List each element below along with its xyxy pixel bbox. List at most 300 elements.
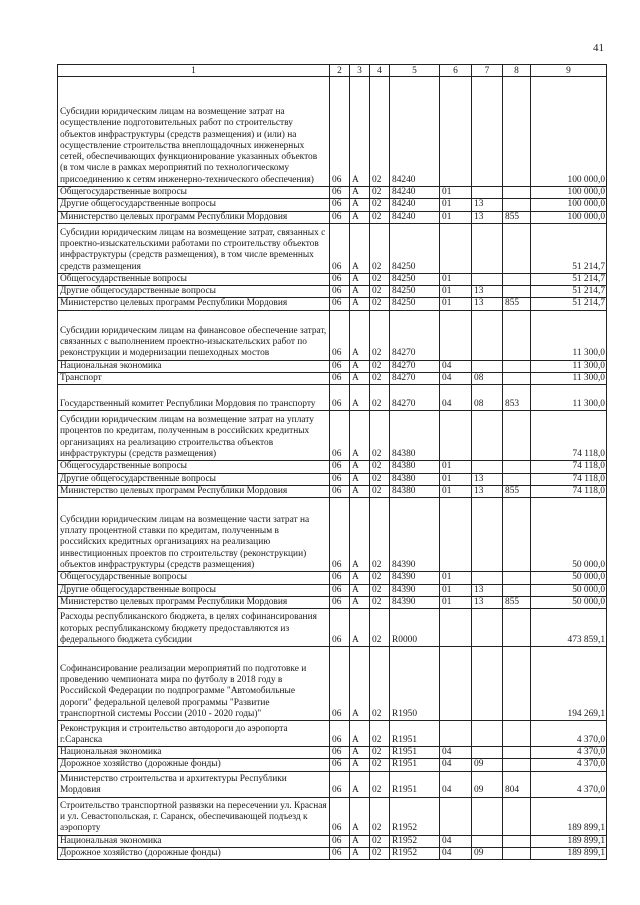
agency-code-cell (503, 187, 531, 199)
subsection-cell (472, 647, 503, 721)
program-letter-cell: А (350, 797, 370, 835)
agency-code-cell (503, 273, 531, 285)
table-row (58, 187, 607, 199)
subprogram-code-cell: 02 (370, 310, 390, 360)
agency-code-cell (503, 360, 531, 372)
table-row (58, 647, 607, 721)
agency-code-cell: 855 (503, 596, 531, 608)
subsection-cell (472, 572, 503, 584)
table-row (58, 835, 607, 847)
table-row (58, 286, 607, 298)
amount-cell: 11 300,0 (531, 360, 607, 372)
amount-cell: 74 118,0 (531, 411, 607, 461)
amount-cell: 11 300,0 (531, 310, 607, 360)
program-letter-cell: А (350, 199, 370, 211)
expense-name-cell: Общегосударственные вопросы (58, 187, 330, 199)
section-code-cell: 06 (330, 609, 350, 647)
section-cell: 04 (440, 360, 472, 372)
table-row (58, 848, 607, 860)
program-letter-cell: А (350, 211, 370, 223)
section-cell: 04 (440, 771, 472, 797)
program-letter-cell: А (350, 747, 370, 759)
subsection-cell (472, 273, 503, 285)
section-code-cell: 06 (330, 77, 350, 187)
program-letter-cell: А (350, 385, 370, 411)
subprogram-code-cell: 02 (370, 360, 390, 372)
program-letter-cell: А (350, 286, 370, 298)
subsection-cell: 13 (472, 199, 503, 211)
section-cell: 01 (440, 286, 472, 298)
section-cell: 04 (440, 835, 472, 847)
table-row (58, 298, 607, 310)
subprogram-code-cell: 02 (370, 721, 390, 747)
target-article-cell: 84380 (390, 411, 440, 461)
subprogram-code-cell: 02 (370, 373, 390, 385)
expense-name-cell: Министерство строительства и архитектуры Республики Мордовия (58, 771, 330, 797)
section-code-cell: 06 (330, 747, 350, 759)
target-article-cell: 84380 (390, 485, 440, 497)
section-cell: 01 (440, 473, 472, 485)
program-letter-cell: А (350, 473, 370, 485)
agency-code-cell (503, 848, 531, 860)
section-cell (440, 411, 472, 461)
program-letter-cell: А (350, 721, 370, 747)
target-article-cell: 84380 (390, 473, 440, 485)
section-cell: 01 (440, 273, 472, 285)
table-body (58, 77, 607, 860)
subsection-cell: 13 (472, 596, 503, 608)
subprogram-code-cell: 02 (370, 411, 390, 461)
amount-cell: 100 000,0 (531, 211, 607, 223)
section-cell (440, 797, 472, 835)
amount-cell: 74 118,0 (531, 473, 607, 485)
expense-name-cell: Транспорт (58, 373, 330, 385)
section-cell (440, 721, 472, 747)
expense-name-cell: Национальная экономика (58, 360, 330, 372)
table-row (58, 596, 607, 608)
expense-name-cell: Субсидии юридическим лицам на возмещение затрат на уплату процентов по кредитам, полученным в российских кредитных организациях на реализацию строительства объектов инфраструктуры (средств размещения) (58, 411, 330, 461)
target-article-cell: R1952 (390, 835, 440, 847)
section-cell: 04 (440, 385, 472, 411)
program-letter-cell: А (350, 461, 370, 473)
amount-cell: 4 370,0 (531, 771, 607, 797)
section-cell: 04 (440, 747, 472, 759)
target-article-cell: 84390 (390, 572, 440, 584)
amount-cell: 473 859,1 (531, 609, 607, 647)
subsection-cell (472, 360, 503, 372)
table-row (58, 273, 607, 285)
subprogram-code-cell: 02 (370, 835, 390, 847)
expense-name-cell: Дорожное хозяйство (дорожные фонды) (58, 848, 330, 860)
table-row (58, 498, 607, 572)
amount-cell: 194 269,1 (531, 647, 607, 721)
table-row (58, 485, 607, 497)
section-cell: 01 (440, 584, 472, 596)
section-code-cell: 06 (330, 411, 350, 461)
target-article-cell: 84250 (390, 223, 440, 273)
subsection-cell: 13 (472, 485, 503, 497)
section-cell (440, 310, 472, 360)
amount-cell: 51 214,7 (531, 223, 607, 273)
subprogram-code-cell: 02 (370, 223, 390, 273)
amount-cell: 11 300,0 (531, 385, 607, 411)
section-cell: 01 (440, 485, 472, 497)
expense-name-cell: Другие общегосударственные вопросы (58, 199, 330, 211)
agency-code-cell (503, 835, 531, 847)
agency-code-cell (503, 373, 531, 385)
subsection-cell (472, 835, 503, 847)
subprogram-code-cell: 02 (370, 485, 390, 497)
program-letter-cell: А (350, 77, 370, 187)
subsection-cell: 13 (472, 584, 503, 596)
table-row (58, 223, 607, 273)
expense-name-cell: Субсидии юридическим лицам на финансовое обеспечение затрат, связанных с выполнением проектно-изыскательских работ по реконструкции и модернизации пешеходных мостов (58, 310, 330, 360)
target-article-cell: 84380 (390, 461, 440, 473)
program-letter-cell: А (350, 596, 370, 608)
subsection-cell: 08 (472, 373, 503, 385)
section-code-cell: 06 (330, 498, 350, 572)
section-cell: 01 (440, 199, 472, 211)
subprogram-code-cell: 02 (370, 473, 390, 485)
section-cell (440, 647, 472, 721)
subprogram-code-cell: 02 (370, 771, 390, 797)
subprogram-code-cell: 02 (370, 609, 390, 647)
section-code-cell: 06 (330, 848, 350, 860)
section-cell: 04 (440, 848, 472, 860)
agency-code-cell (503, 77, 531, 187)
amount-cell: 189 899,1 (531, 797, 607, 835)
table-row (58, 797, 607, 835)
table-row (58, 747, 607, 759)
column-header: 1 (58, 65, 330, 77)
amount-cell: 4 370,0 (531, 759, 607, 771)
subprogram-code-cell: 02 (370, 498, 390, 572)
expense-name-cell: Другие общегосударственные вопросы (58, 473, 330, 485)
section-cell (440, 609, 472, 647)
section-cell: 01 (440, 211, 472, 223)
target-article-cell: 84270 (390, 310, 440, 360)
section-code-cell: 06 (330, 360, 350, 372)
expense-name-cell: Министерство целевых программ Республики Мордовия (58, 485, 330, 497)
column-header: 6 (440, 65, 472, 77)
section-code-cell: 06 (330, 273, 350, 285)
section-cell (440, 223, 472, 273)
target-article-cell: R1951 (390, 771, 440, 797)
section-code-cell: 06 (330, 771, 350, 797)
subprogram-code-cell: 02 (370, 647, 390, 721)
table-row (58, 360, 607, 372)
section-code-cell: 06 (330, 187, 350, 199)
subprogram-code-cell: 02 (370, 797, 390, 835)
agency-code-cell (503, 310, 531, 360)
section-code-cell: 06 (330, 647, 350, 721)
table-row (58, 609, 607, 647)
program-letter-cell: А (350, 373, 370, 385)
expense-name-cell: Другие общегосударственные вопросы (58, 286, 330, 298)
target-article-cell: 84270 (390, 360, 440, 372)
page-number: 41 (593, 42, 604, 54)
expense-name-cell: Реконструкция и строительство автодороги до аэропорта г.Саранска (58, 721, 330, 747)
target-article-cell: 84250 (390, 273, 440, 285)
amount-cell: 74 118,0 (531, 485, 607, 497)
amount-cell: 51 214,7 (531, 298, 607, 310)
column-header: 4 (370, 65, 390, 77)
expense-name-cell: Министерство целевых программ Республики Мордовия (58, 596, 330, 608)
subsection-cell: 09 (472, 759, 503, 771)
section-code-cell: 06 (330, 596, 350, 608)
agency-code-cell (503, 584, 531, 596)
section-code-cell: 06 (330, 199, 350, 211)
amount-cell: 50 000,0 (531, 498, 607, 572)
expense-name-cell: Общегосударственные вопросы (58, 273, 330, 285)
target-article-cell: R1951 (390, 759, 440, 771)
agency-code-cell (503, 473, 531, 485)
column-header: 7 (472, 65, 503, 77)
table-row (58, 199, 607, 211)
program-letter-cell: А (350, 310, 370, 360)
expense-name-cell: Государственный комитет Республики Мордовия по транспорту (58, 385, 330, 411)
subprogram-code-cell: 02 (370, 584, 390, 596)
expense-name-cell: Субсидии юридическим лицам на возмещение затрат на осуществление подготовительных работ по строительству объектов инфраструктуры (средств размещения) и (или) на осуществление строительства внеплощадочных инженерных сетей, обеспечивающих функционирование указанных объектов (в том числе в рамках мероприятий по технологическому присоединению к сетям инженерно-технического обеспечения) (58, 77, 330, 187)
section-cell: 01 (440, 572, 472, 584)
agency-code-cell (503, 286, 531, 298)
subprogram-code-cell: 02 (370, 187, 390, 199)
target-article-cell: 84390 (390, 596, 440, 608)
expense-name-cell: Субсидии юридическим лицам на возмещение части затрат на уплату процентной ставки по кредитам, полученным в российских кредитных организациях на реализацию инвестиционных проектов по строительству (реконструкции) объектов инфраструктуры (средств размещения) (58, 498, 330, 572)
program-letter-cell: А (350, 485, 370, 497)
expense-name-cell: Дорожное хозяйство (дорожные фонды) (58, 759, 330, 771)
table-row (58, 721, 607, 747)
target-article-cell: 84270 (390, 373, 440, 385)
section-cell (440, 77, 472, 187)
program-letter-cell: А (350, 759, 370, 771)
table-row (58, 385, 607, 411)
program-letter-cell: А (350, 411, 370, 461)
subprogram-code-cell: 02 (370, 286, 390, 298)
subprogram-code-cell: 02 (370, 848, 390, 860)
agency-code-cell (503, 797, 531, 835)
program-letter-cell: А (350, 848, 370, 860)
budget-table-container (57, 64, 606, 860)
target-article-cell: 84240 (390, 211, 440, 223)
subsection-cell (472, 411, 503, 461)
program-letter-cell: А (350, 223, 370, 273)
section-cell: 01 (440, 187, 472, 199)
subsection-cell (472, 461, 503, 473)
subsection-cell (472, 747, 503, 759)
subsection-cell: 08 (472, 385, 503, 411)
section-code-cell: 06 (330, 373, 350, 385)
section-cell: 04 (440, 373, 472, 385)
subsection-cell (472, 797, 503, 835)
program-letter-cell: А (350, 647, 370, 721)
amount-cell: 50 000,0 (531, 584, 607, 596)
subprogram-code-cell: 02 (370, 273, 390, 285)
column-header: 5 (390, 65, 440, 77)
agency-code-cell: 855 (503, 298, 531, 310)
target-article-cell: R1952 (390, 848, 440, 860)
subprogram-code-cell: 02 (370, 747, 390, 759)
expense-name-cell: Общегосударственные вопросы (58, 461, 330, 473)
expense-name-cell: Строительство транспортной развязки на пересечении ул. Красная и ул. Севастопольская, г. Саранск, обеспечивающей подъезд к аэропорту (58, 797, 330, 835)
table-row (58, 411, 607, 461)
agency-code-cell (503, 223, 531, 273)
table-row (58, 572, 607, 584)
agency-code-cell (503, 572, 531, 584)
target-article-cell: 84250 (390, 298, 440, 310)
agency-code-cell (503, 647, 531, 721)
expense-name-cell: Национальная экономика (58, 747, 330, 759)
expense-name-cell: Министерство целевых программ Республики Мордовия (58, 298, 330, 310)
budget-table (57, 64, 607, 860)
amount-cell: 189 899,1 (531, 835, 607, 847)
expense-name-cell: Общегосударственные вопросы (58, 572, 330, 584)
target-article-cell: R1952 (390, 797, 440, 835)
section-code-cell: 06 (330, 485, 350, 497)
subsection-cell (472, 223, 503, 273)
table-row (58, 584, 607, 596)
column-header: 3 (350, 65, 370, 77)
program-letter-cell: А (350, 572, 370, 584)
subprogram-code-cell: 02 (370, 759, 390, 771)
section-code-cell: 06 (330, 211, 350, 223)
section-code-cell: 06 (330, 223, 350, 273)
program-letter-cell: А (350, 498, 370, 572)
section-code-cell: 06 (330, 385, 350, 411)
subprogram-code-cell: 02 (370, 572, 390, 584)
target-article-cell: 84390 (390, 584, 440, 596)
section-code-cell: 06 (330, 759, 350, 771)
subprogram-code-cell: 02 (370, 298, 390, 310)
section-code-cell: 06 (330, 797, 350, 835)
table-header-row (58, 65, 607, 77)
target-article-cell: R1950 (390, 647, 440, 721)
subprogram-code-cell: 02 (370, 211, 390, 223)
subsection-cell (472, 77, 503, 187)
section-code-cell: 06 (330, 461, 350, 473)
subprogram-code-cell: 02 (370, 199, 390, 211)
subsection-cell: 13 (472, 298, 503, 310)
target-article-cell: 84250 (390, 286, 440, 298)
subsection-cell (472, 498, 503, 572)
column-header: 8 (503, 65, 531, 77)
expense-name-cell: Софинансирование реализации мероприятий по подготовке и проведению чемпионата мира по футболу в 2018 году в Российской Федерации по подпрограмме "Автомобильные дороги" федеральной целевой программы "Развитие транспортной системы России (2010 - 2020 годы)" (58, 647, 330, 721)
program-letter-cell: А (350, 835, 370, 847)
agency-code-cell (503, 199, 531, 211)
agency-code-cell (503, 411, 531, 461)
amount-cell: 51 214,7 (531, 273, 607, 285)
agency-code-cell (503, 609, 531, 647)
table-row (58, 473, 607, 485)
section-cell: 01 (440, 298, 472, 310)
target-article-cell: 84240 (390, 199, 440, 211)
amount-cell: 100 000,0 (531, 187, 607, 199)
subsection-cell: 09 (472, 771, 503, 797)
expense-name-cell: Расходы республиканского бюджета, в целях софинансирования которых республиканскому бюджету предоставляются из федерального бюджета субсидии (58, 609, 330, 647)
section-code-cell: 06 (330, 310, 350, 360)
program-letter-cell: А (350, 609, 370, 647)
target-article-cell: 84270 (390, 385, 440, 411)
table-row (58, 310, 607, 360)
amount-cell: 100 000,0 (531, 199, 607, 211)
subsection-cell (472, 310, 503, 360)
section-cell: 01 (440, 596, 472, 608)
amount-cell: 4 370,0 (531, 747, 607, 759)
agency-code-cell: 855 (503, 211, 531, 223)
subsection-cell: 13 (472, 286, 503, 298)
amount-cell: 50 000,0 (531, 596, 607, 608)
program-letter-cell: А (350, 298, 370, 310)
program-letter-cell: А (350, 360, 370, 372)
subsection-cell (472, 721, 503, 747)
table-row (58, 211, 607, 223)
expense-name-cell: Субсидии юридическим лицам на возмещение затрат, связанных с проектно-изыскательскими работами по строительству объектов инфраструктуры (средств размещения), в том числе временных средств размещения (58, 223, 330, 273)
section-code-cell: 06 (330, 572, 350, 584)
subsection-cell: 13 (472, 473, 503, 485)
subsection-cell: 13 (472, 211, 503, 223)
subprogram-code-cell: 02 (370, 77, 390, 187)
section-cell (440, 498, 472, 572)
table-row (58, 771, 607, 797)
expense-name-cell: Другие общегосударственные вопросы (58, 584, 330, 596)
section-cell: 04 (440, 759, 472, 771)
agency-code-cell (503, 759, 531, 771)
amount-cell: 11 300,0 (531, 373, 607, 385)
target-article-cell: R0000 (390, 609, 440, 647)
subsection-cell (472, 609, 503, 647)
expense-name-cell: Министерство целевых программ Республики Мордовия (58, 211, 330, 223)
target-article-cell: 84240 (390, 77, 440, 187)
table-row (58, 77, 607, 187)
expense-name-cell: Национальная экономика (58, 835, 330, 847)
target-article-cell: R1951 (390, 721, 440, 747)
table-row (58, 759, 607, 771)
amount-cell: 50 000,0 (531, 572, 607, 584)
program-letter-cell: А (350, 187, 370, 199)
column-header: 2 (330, 65, 350, 77)
agency-code-cell (503, 747, 531, 759)
table-row (58, 461, 607, 473)
section-cell: 01 (440, 461, 472, 473)
agency-code-cell: 855 (503, 485, 531, 497)
program-letter-cell: А (350, 584, 370, 596)
subsection-cell (472, 187, 503, 199)
target-article-cell: R1951 (390, 747, 440, 759)
agency-code-cell (503, 721, 531, 747)
subsection-cell: 09 (472, 848, 503, 860)
agency-code-cell (503, 498, 531, 572)
section-code-cell: 06 (330, 584, 350, 596)
section-code-cell: 06 (330, 721, 350, 747)
table-row (58, 373, 607, 385)
section-code-cell: 06 (330, 473, 350, 485)
amount-cell: 74 118,0 (531, 461, 607, 473)
target-article-cell: 84390 (390, 498, 440, 572)
section-code-cell: 06 (330, 286, 350, 298)
subprogram-code-cell: 02 (370, 596, 390, 608)
amount-cell: 51 214,7 (531, 286, 607, 298)
amount-cell: 100 000,0 (531, 77, 607, 187)
subprogram-code-cell: 02 (370, 461, 390, 473)
agency-code-cell: 804 (503, 771, 531, 797)
column-header: 9 (531, 65, 607, 77)
program-letter-cell: А (350, 273, 370, 285)
agency-code-cell (503, 461, 531, 473)
subprogram-code-cell: 02 (370, 385, 390, 411)
section-code-cell: 06 (330, 835, 350, 847)
section-code-cell: 06 (330, 298, 350, 310)
program-letter-cell: А (350, 771, 370, 797)
